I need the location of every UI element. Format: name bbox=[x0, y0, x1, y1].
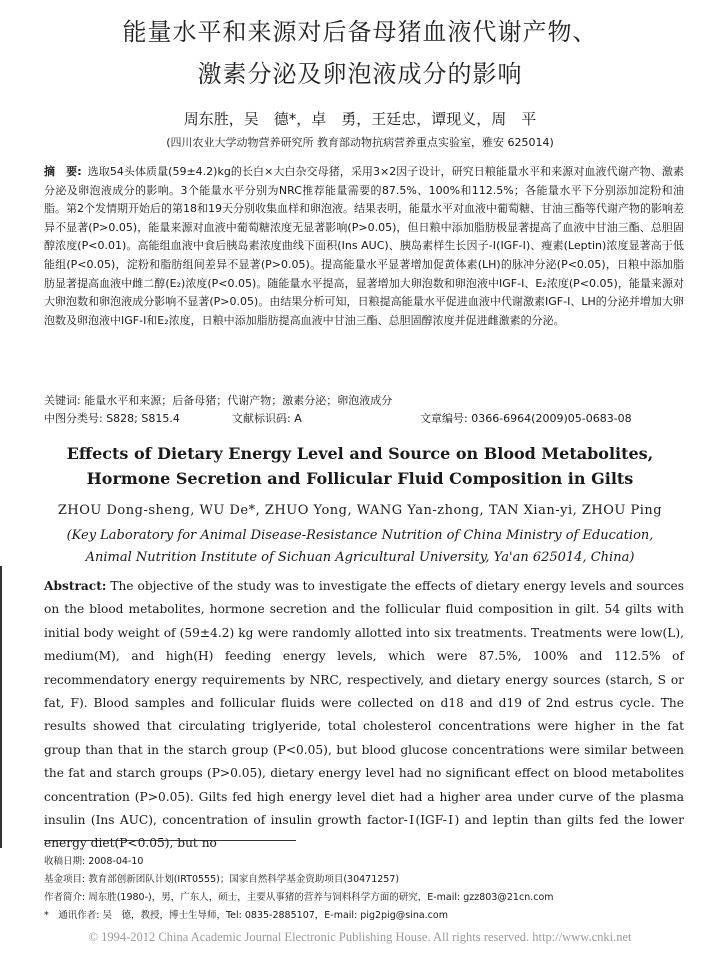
title-en bbox=[0, 441, 720, 491]
footnote-author-bio: 作者简介: 周东胜(1980-)，男，广东人，硕士，主要从事猪的营养与饲料科学方面的研究，E-mail: gzz803@21cn.com bbox=[44, 892, 554, 903]
abstract-en bbox=[44, 575, 684, 856]
abstract-cn-label: 摘 要: bbox=[44, 165, 82, 178]
footnote-corresponding: * 通讯作者: 吴 德，教授，博士生导师，Tel: 0835-2885107，E-mail: pig2pig@sina.com bbox=[44, 910, 448, 921]
title-en-line-2: Hormone Secretion and Follicular Fluid Composition in Gilts bbox=[86, 469, 634, 488]
title-en-line-1: Effects of Dietary Energy Level and Source on Blood Metabolites, bbox=[66, 444, 654, 463]
keywords-cn: 关键词: 能量水平和来源；后备母猪；代谢产物；激素分泌；卵泡液成分 bbox=[44, 394, 393, 407]
copyright-watermark: © 1994-2012 China Academic Journal Electronic Publishing House. All rights reserved. http://www.cnki.net bbox=[88, 930, 632, 944]
document-code: 文献标识码: A bbox=[232, 412, 302, 425]
footnote-divider bbox=[44, 840, 296, 841]
abstract-en-text: The objective of the study was to investigate the effects of dietary energy levels and sources on the blood metabolites, hormone secretion and the follicular fluid composition in gilt. 54 gilts with initial body weight of (59±4.2) kg were randomly allotted into six treatments. Treatments were low(L), medium(M), and high(H) feeding energy levels, which were 87.5%, 100% and 112.5% of recommendatory energy requirements by NRC, respectively, and dietary energy sources (starch, S or fat, F). Blood samples and follicular fluids were collected on d18 and d19 of 2nd estrus cycle. The results showed that circulating triglyeride, total cholesterol concentrations were higher in the fat group than that in the starch group (P<0.05), but blood glucose concentrations were similar between the fat and starch groups (P>0.05), dietary energy level had no significant effect on blood metabolites concentration (P>0.05). Gilts fed high energy level diet had a higher area under curve of the plasma insulin (Ins AUC), concentration of insulin growth factor-Ⅰ(IGF-Ⅰ) and leptin than gilts fed the lower energy diet(P<0.05), but no bbox=[44, 579, 684, 851]
footnote-received: 收稿日期: 2008-04-10 bbox=[44, 856, 144, 867]
title-cn-line-2: 激素分泌及卵泡液成分的影响 bbox=[197, 60, 523, 88]
abstract-cn bbox=[44, 163, 684, 330]
footnote-funding: 基金项目: 教育部创新团队计划(IRT0555)；国家自然科学基金资助项目(30471257) bbox=[44, 874, 400, 885]
class-number: 中图分类号: S828; S815.4 bbox=[44, 412, 180, 425]
abstract-en-label: Abstract: bbox=[44, 579, 107, 593]
affiliation-en-line-2: Animal Nutrition Institute of Sichuan Agricultural University, Ya'an 625014, China) bbox=[85, 550, 635, 565]
affiliation-cn: (四川农业大学动物营养研究所 教育部动物抗病营养重点实验室，雅安 625014) bbox=[166, 136, 554, 149]
article-number: 文章编号: 0366-6964(2009)05-0683-08 bbox=[420, 412, 632, 425]
abstract-cn-text: 选取54头体质量(59±4.2)kg的长白×大白杂交母猪，采用3×2因子设计，研究日粮能量水平和来源对血液代谢产物、激素分泌及卵泡液成分的影响。3个能量水平分别为NRC推荐能量需要的87.5%、100%和112.5%；各能量水平下分别添加淀粉和油脂。第2个发情期开始后的第18和19天分别收集血样和卵泡液。结果表明，能量水平对血液中葡萄糖、甘油三酯等代谢产物的影响差异不显著(P>0.05)，能量来源对血液中葡萄糖浓度无显著影响(P>0.05)，但日粮中添加脂肪极显著提高了血液中甘油三酯、总胆固醇浓度(P<0.01)。高能组血液中食后胰岛素浓度曲线下面积(Ins AUC)、胰岛素样生长因子-Ⅰ(IGF-Ⅰ)、瘦素(Leptin)浓度显著高于低能组(P<0.05)，淀粉和脂肪组间差异不显著(P>0.05)。提高能量水平显著增加促黄体素(LH)的脉冲分泌(P<0.05)，日粮中添加脂肪显著提高血液中雌二醇(E₂)浓度(P<0.05)。随能量水平提高，显著增加大卵泡数和卵泡液中IGF-Ⅰ、E₂浓度(P<0.05)，能量来源对大卵泡数和卵泡液成分影响不显著(P>0.05)。由结果分析可知，日粮提高能量水平促进血液中代谢激素IGF-Ⅰ、LH的分泌并增加大卵泡数及卵泡液中IGF-Ⅰ和E₂浓度，日粮中添加脂肪提高血液中甘油三酯、总胆固醇浓度并促进雌激素的分泌。 bbox=[44, 165, 684, 327]
authors-cn: 周东胜，吴 德*，卓 勇，王廷忠，谭现义，周 平 bbox=[183, 110, 537, 128]
title-cn-line-1: 能量水平和来源对后备母猪血液代谢产物、 bbox=[122, 18, 598, 46]
affiliation-en bbox=[0, 525, 720, 569]
page-edge-line bbox=[0, 566, 2, 848]
authors-en: ZHOU Dong-sheng, WU De*, ZHUO Yong, WANG Yan-zhong, TAN Xian-yi, ZHOU Ping bbox=[57, 503, 663, 518]
affiliation-en-line-1: (Key Laboratory for Animal Disease-Resistance Nutrition of China Ministry of Education, bbox=[66, 528, 654, 543]
